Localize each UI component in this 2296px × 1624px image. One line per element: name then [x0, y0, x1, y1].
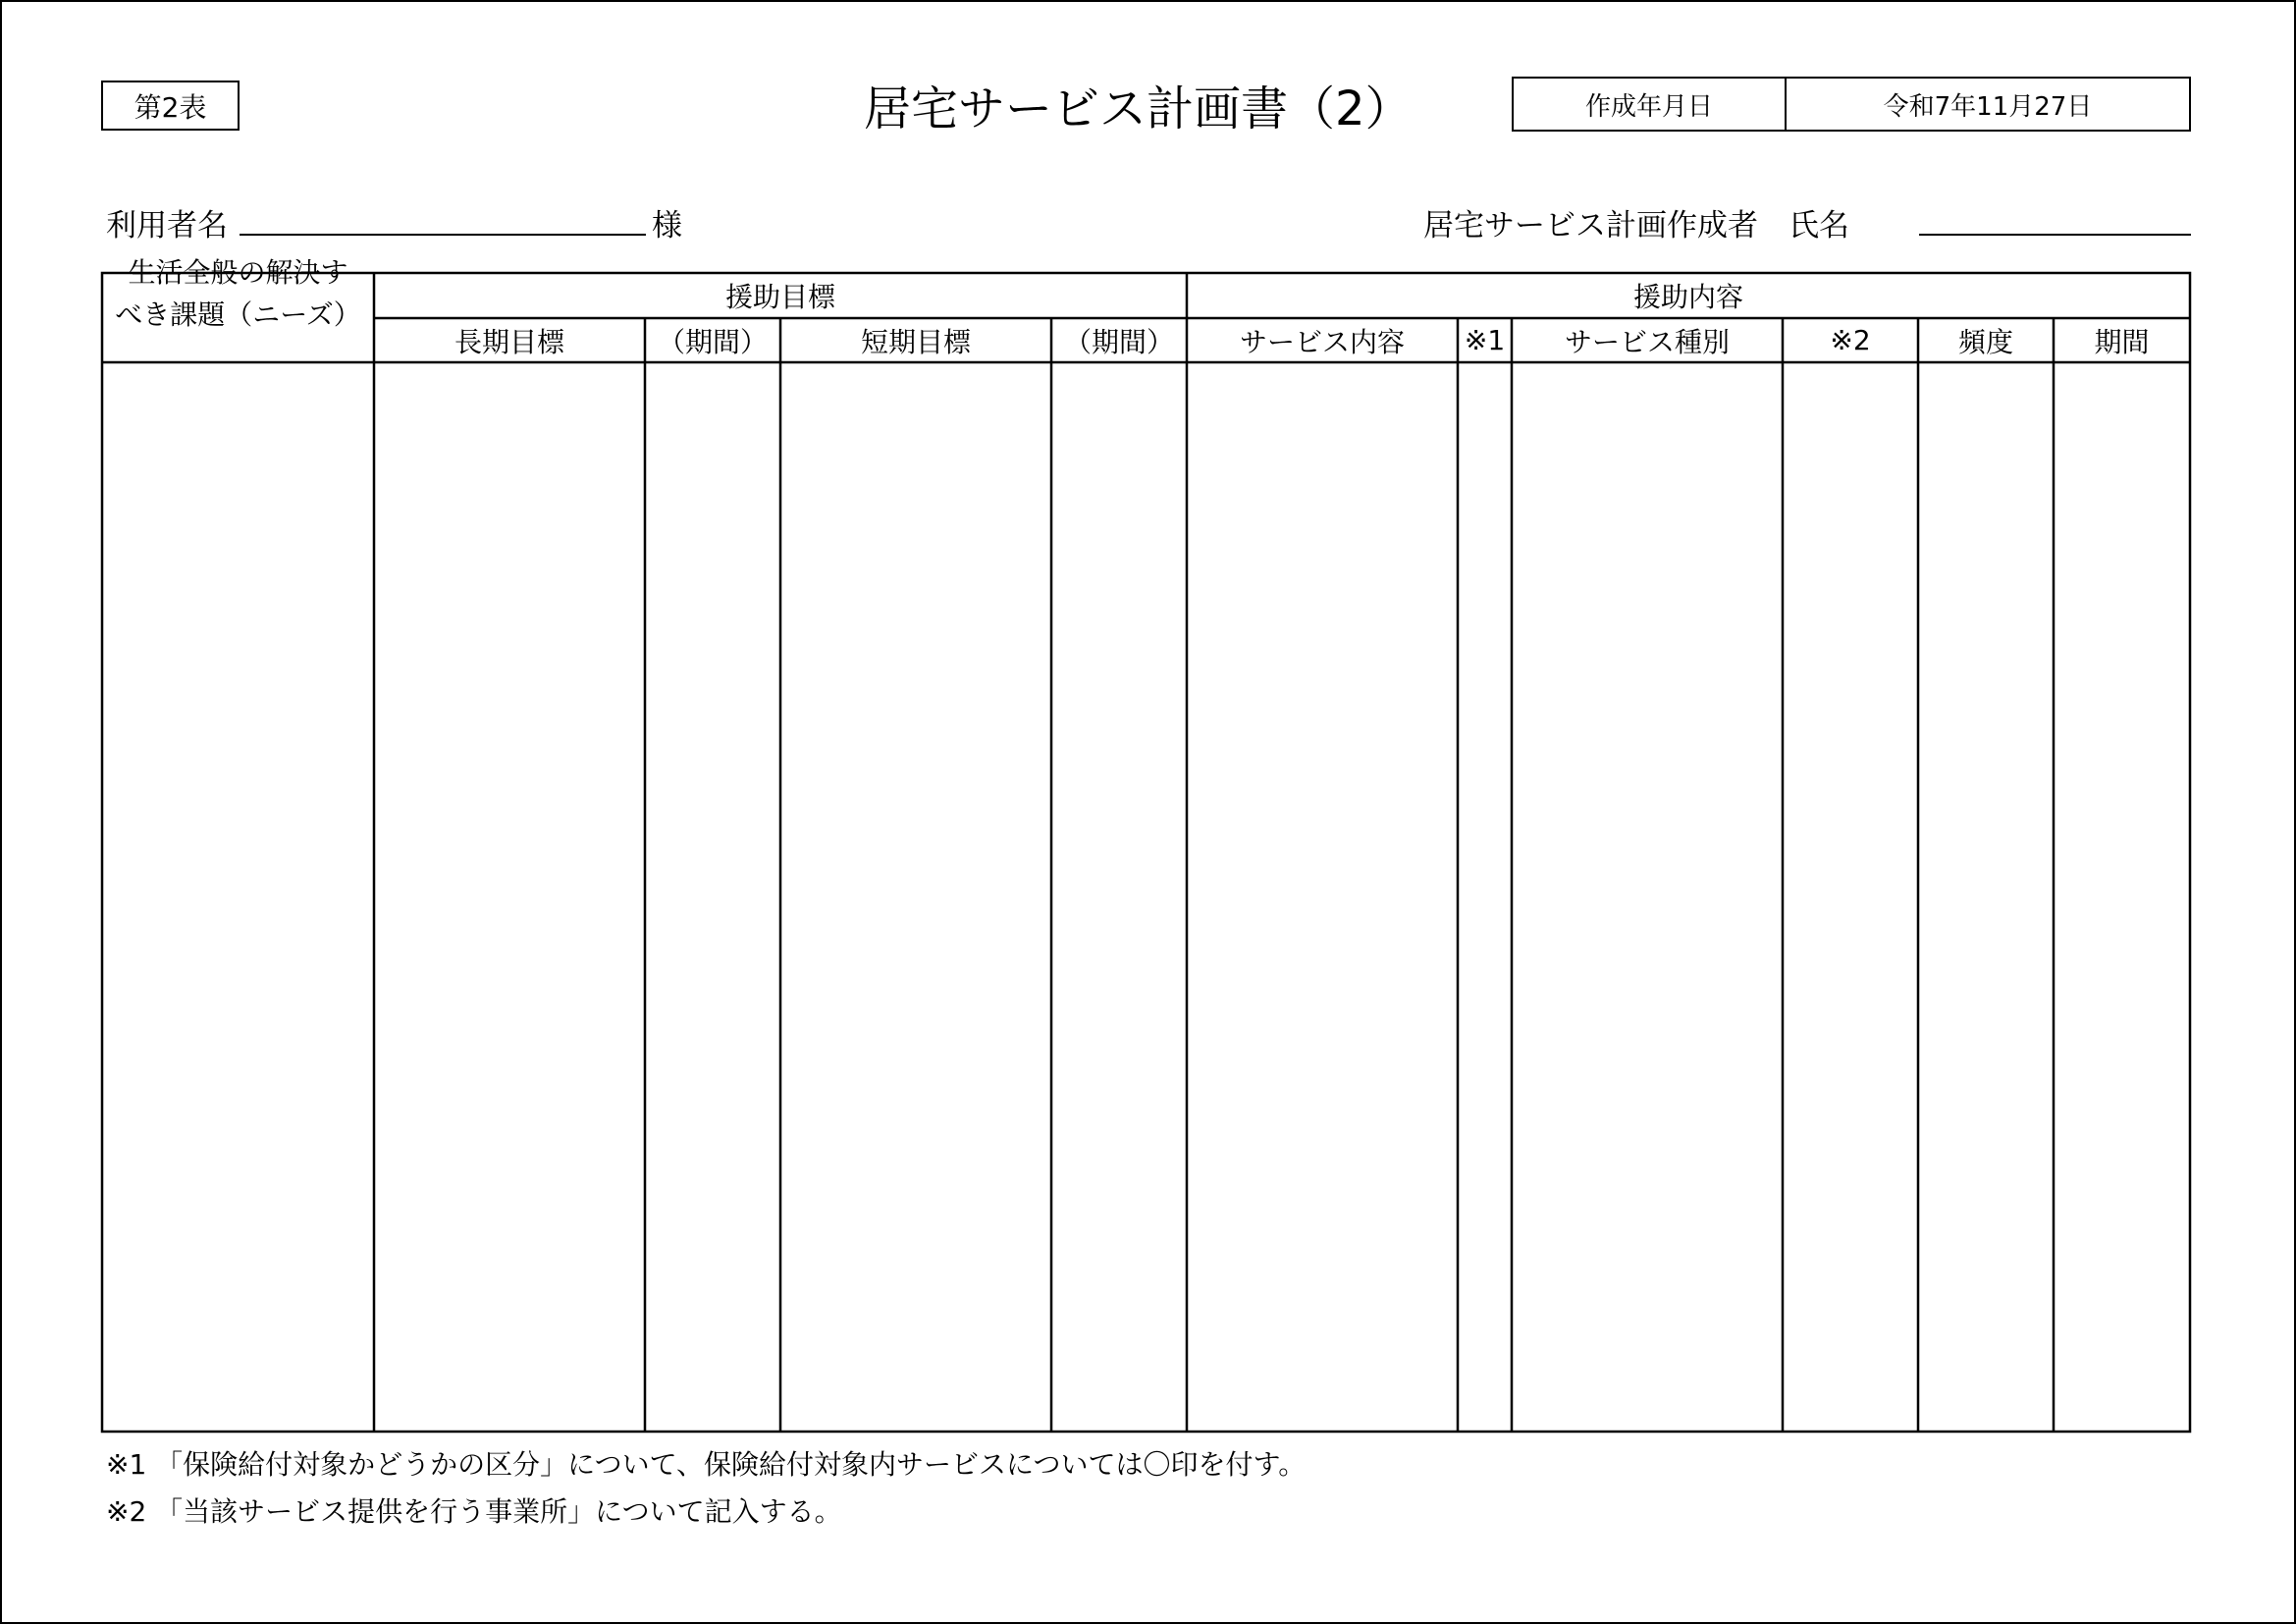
planner-name-field[interactable]	[1919, 234, 2191, 236]
honorific: 様	[652, 208, 682, 244]
footnote-2: ※2 「当該サービス提供を行う事業所」について記入する。	[106, 1495, 842, 1528]
creation-date-box	[1512, 77, 2191, 132]
support-content-header: 援助内容	[1632, 281, 1743, 313]
footnote-1: ※1 「保険給付対象かどうかの区分」について、保険給付対象内サービスについては〇印を付す。	[106, 1448, 1307, 1481]
short-term-goal-header: 短期目標	[860, 325, 971, 358]
user-name-field[interactable]	[240, 234, 646, 236]
planner-name-label: 居宅サービス計画作成者 氏名	[1423, 208, 1849, 244]
page-title: 居宅サービス計画書（2）	[864, 81, 1413, 136]
support-goals-header: 援助目標	[724, 281, 835, 313]
service-type-header: サービス種別	[1564, 325, 1730, 358]
user-name-label: 利用者名	[106, 208, 228, 244]
creation-date-value: 令和7年11月27日	[1883, 91, 2093, 122]
form-number: 第2表	[101, 81, 240, 131]
period-header: 期間	[2094, 325, 2150, 358]
mark2-header: ※2	[1830, 324, 1871, 356]
mark1-header: ※1	[1464, 324, 1506, 356]
creation-date-label: 作成年月日	[1514, 79, 1787, 130]
period-1-header: （期間）	[657, 325, 768, 358]
needs-header-line2: べき課題（ニーズ）	[115, 298, 361, 331]
needs-header-line1: 生活全般の解決す	[128, 255, 348, 289]
service-content-header: サービス内容	[1239, 325, 1405, 358]
period-2-header: （期間）	[1063, 325, 1174, 358]
frequency-header: 頻度	[1957, 325, 2013, 358]
long-term-goal-header: 長期目標	[454, 325, 564, 358]
